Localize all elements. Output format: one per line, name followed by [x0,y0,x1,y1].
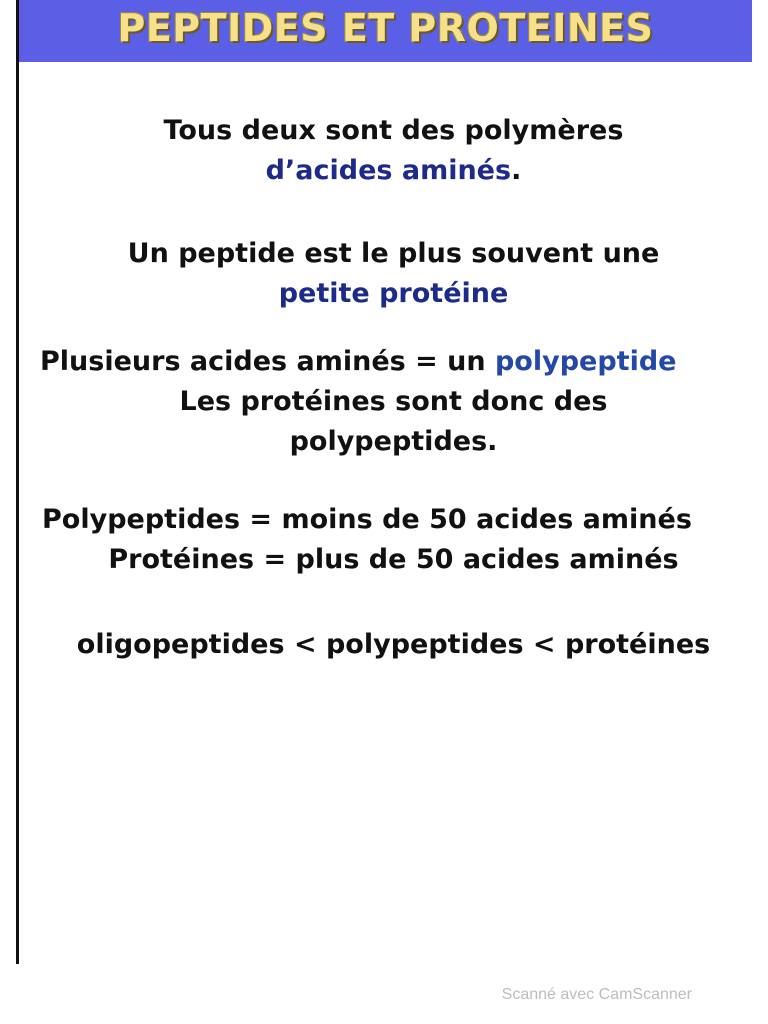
paragraph-line [19,151,768,191]
paragraph-definitions [19,500,768,580]
paragraph-line: Tous deux sont des polymères [163,115,624,146]
paragraph-line: polypeptides. [289,426,498,457]
paragraph-polypeptide [19,342,768,462]
title-bar [19,0,752,62]
paragraph-line [19,342,768,382]
paragraph-text: Plusieurs acides aminés = un [40,346,495,377]
paragraph-order [19,625,768,665]
paragraph-line: Un peptide est le plus souvent une [127,238,660,269]
highlight-polypeptide: polypeptide [494,346,677,377]
paragraph-line: Polypeptides = moins de 50 acides aminés [42,504,692,535]
highlight-petite-proteine: petite protéine [278,278,509,309]
scanner-watermark: Scanné avec CamScanner [501,986,692,1003]
paragraph-peptide [19,234,768,314]
paragraph-line: Les protéines sont donc des [179,386,608,417]
paragraph-line: oligopeptides < polypeptides < protéines [76,629,711,660]
highlight-acides-amines: d’acides aminés [265,155,512,186]
punctuation: . [511,155,522,186]
paragraph-polymers [19,111,768,191]
page-title: PEPTIDES ET PROTEINES [117,6,654,50]
paragraph-line: Protéines = plus de 50 acides aminés [108,544,679,575]
